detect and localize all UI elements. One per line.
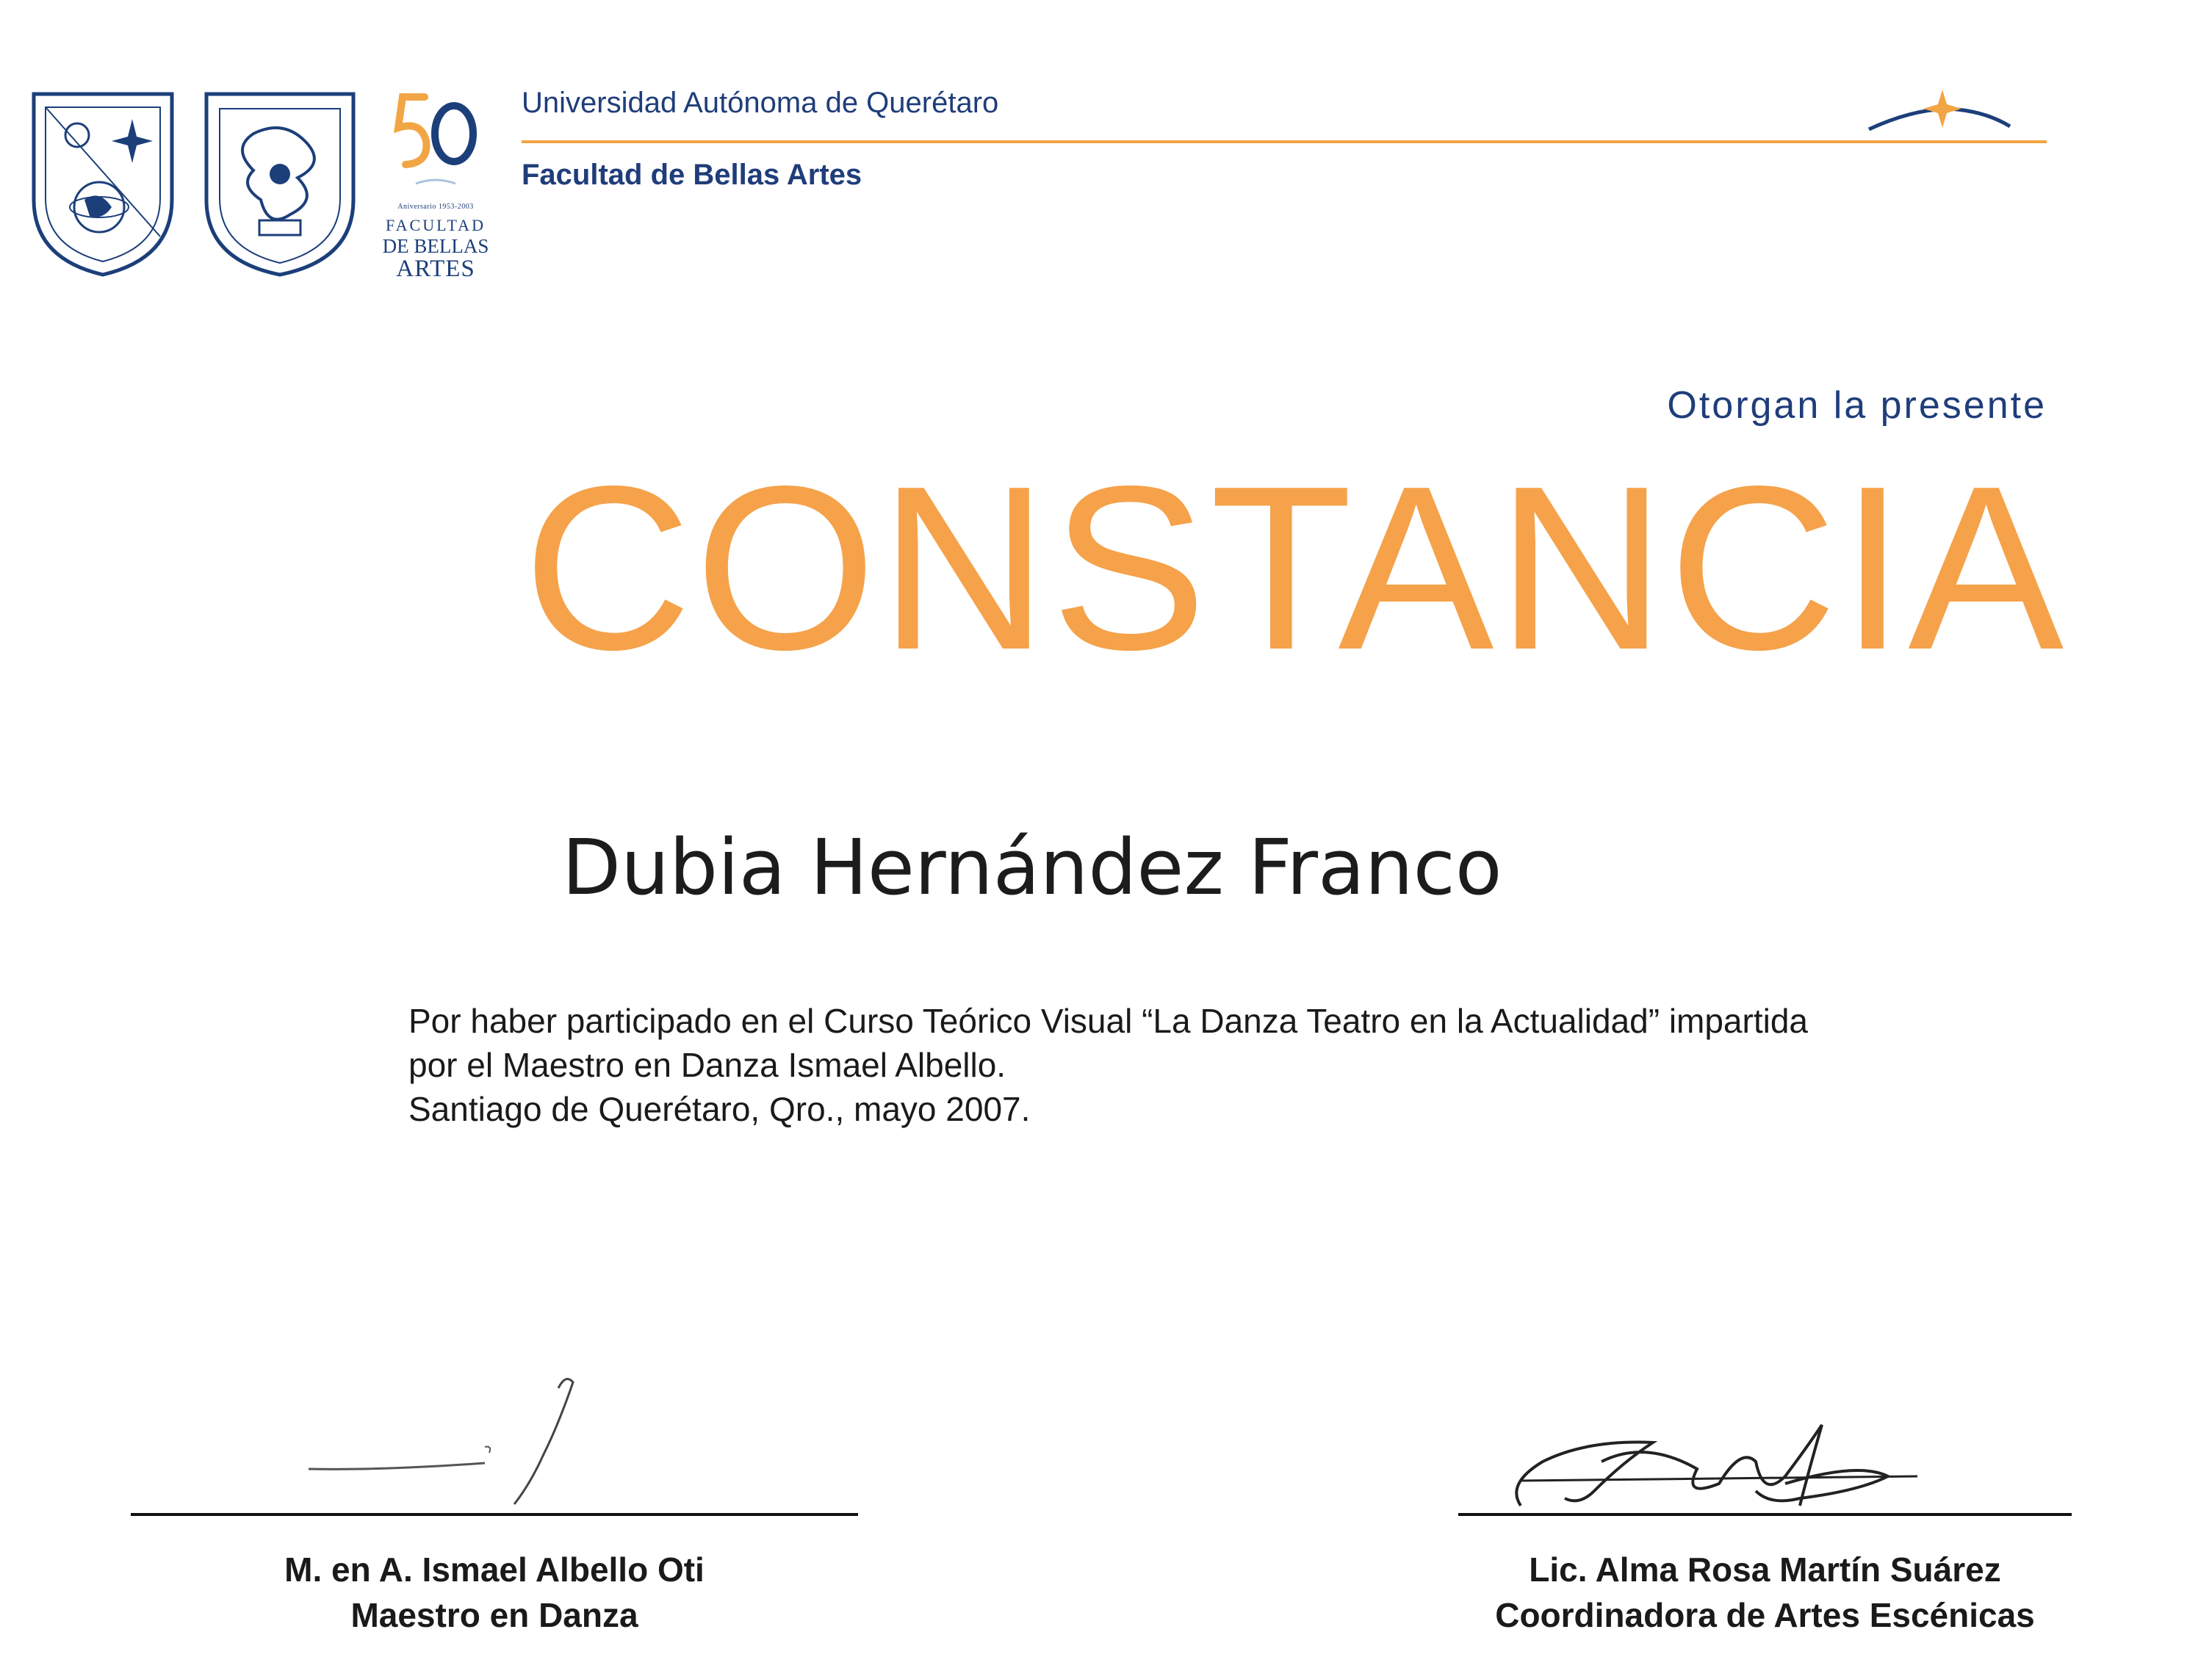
handwritten-signature-right [1477, 1418, 1932, 1528]
shooting-star-icon [1866, 81, 2013, 140]
signature-line-right [1458, 1513, 2072, 1516]
signatory-left [131, 1547, 858, 1638]
uaq-crest-icon [29, 90, 176, 279]
anniversary-line: DE BELLAS [382, 235, 489, 257]
university-name: Universidad Autónoma de Querétaro [522, 87, 999, 119]
signatory-name: Lic. Alma Rosa Martín Suárez [1529, 1550, 2001, 1589]
signatory-right [1440, 1547, 2090, 1638]
fba-crest-icon [202, 90, 358, 279]
signatory-name: M. en A. Ismael Albello Oti [284, 1550, 705, 1589]
recipient-name: Dubia Hernández Franco [562, 823, 1502, 912]
grant-statement: Otorgan la presente [1667, 384, 2047, 427]
signatory-role: Maestro en Danza [350, 1596, 638, 1634]
handwritten-signature-left [294, 1373, 691, 1506]
document-title: CONSTANCIA [523, 438, 2067, 698]
signatory-role: Coordinadora de Artes Escénicas [1495, 1596, 2035, 1634]
anniversary-50-icon [381, 82, 491, 200]
description-line: por el Maestro en Danza Ismael Albello. [408, 1046, 1006, 1084]
description-paragraph [408, 999, 1988, 1131]
description-line: Santiago de Querétaro, Qro., mayo 2007. [408, 1090, 1031, 1128]
anniversary-line: ARTES [396, 256, 475, 282]
faculty-name: Facultad de Bellas Artes [522, 159, 862, 191]
anniversary-logo [381, 82, 491, 281]
signature-line-left [131, 1513, 858, 1516]
description-line: Por haber participado en el Curso Teórico Visual “La Danza Teatro en la Actualidad” impartida [408, 1002, 1809, 1040]
anniversary-caption: Aniversario 1953-2003 [397, 203, 474, 211]
anniversary-line: FACULTAD [386, 216, 486, 234]
header-divider [522, 140, 2047, 143]
